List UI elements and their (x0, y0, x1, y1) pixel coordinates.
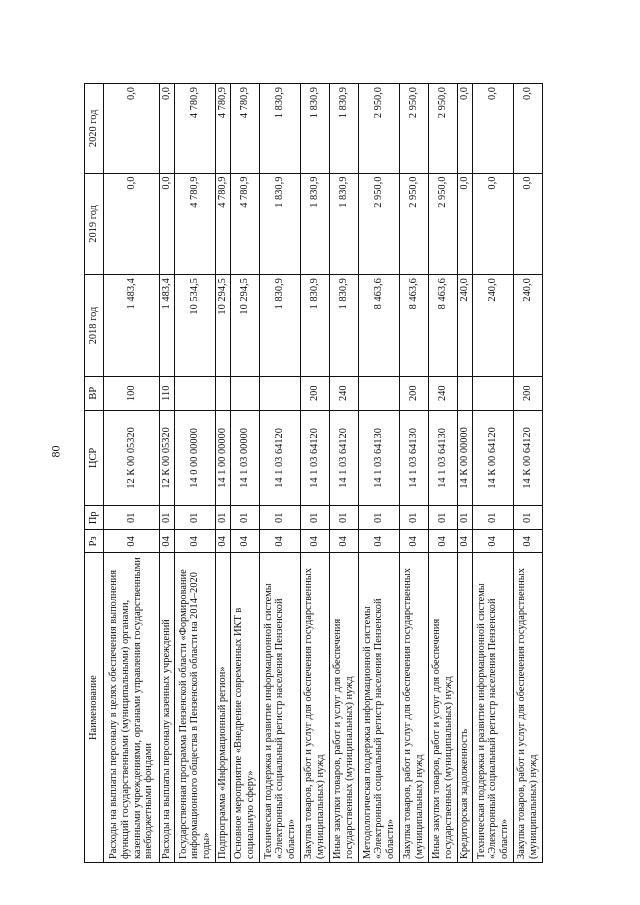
cell-2019: 0,0 (160, 173, 175, 275)
cell-rz: 04 (160, 530, 175, 553)
rotated-table-area (84, 83, 539, 863)
cell-2020: 2 950,0 (400, 84, 429, 174)
cell-vr (359, 376, 400, 410)
cell-csr: 14 К 00 64120 (514, 410, 543, 506)
cell-pr: 01 (330, 506, 359, 530)
cell-2018: 10 534,5 (175, 275, 216, 377)
cell-2018: 1 830,9 (301, 275, 330, 377)
cell-2020: 0,0 (514, 84, 543, 174)
cell-pr: 01 (175, 506, 216, 530)
table-row (216, 84, 231, 863)
cell-name: Техническая поддержка и развитие информационной системы «Электронный социальный регистр населения Пензенской области» (473, 553, 514, 863)
cell-pr: 01 (400, 506, 429, 530)
cell-vr: 240 (429, 376, 458, 410)
page-number: 80 (48, 445, 63, 458)
cell-2020: 0,0 (104, 84, 160, 174)
cell-pr: 01 (104, 506, 160, 530)
cell-name: Техническая поддержка и развитие информационной системы «Электронный социальный регистр населения Пензенской области» (260, 553, 301, 863)
cell-csr: 14 К 00 00000 (458, 410, 473, 506)
cell-2019: 0,0 (104, 173, 160, 275)
cell-2018: 1 830,9 (260, 275, 301, 377)
cell-csr: 14 1 03 64130 (400, 410, 429, 506)
cell-rz: 04 (216, 530, 231, 553)
cell-2018: 240,0 (514, 275, 543, 377)
cell-csr: 14 1 03 64120 (301, 410, 330, 506)
table-row (175, 84, 216, 863)
cell-pr: 01 (216, 506, 231, 530)
table-row (231, 84, 260, 863)
cell-vr (260, 376, 301, 410)
cell-rz: 04 (301, 530, 330, 553)
header-2018: 2018 год (85, 275, 104, 377)
cell-csr: 12 К 00 05320 (104, 410, 160, 506)
cell-name: Иные закупки товаров, работ и услуг для обеспечения государственных (муниципальных) нужд (429, 553, 458, 863)
cell-2018: 8 463,6 (400, 275, 429, 377)
cell-vr: 110 (160, 376, 175, 410)
cell-2020: 1 830,9 (330, 84, 359, 174)
cell-name: Закупка товаров, работ и услуг для обеспечения государственных (муниципальных) нужд (514, 553, 543, 863)
cell-2019: 1 830,9 (301, 173, 330, 275)
cell-rz: 04 (231, 530, 260, 553)
cell-csr: 14 1 03 64120 (260, 410, 301, 506)
cell-2019: 4 780,9 (175, 173, 216, 275)
cell-name: Расходы на выплаты персоналу в целях обеспечения выполнения функций государственными (муниципальными) органами, казенными учреждениями, органами управления государственными внебюджетными фондами (104, 553, 160, 863)
cell-rz: 04 (359, 530, 400, 553)
cell-2019: 4 780,9 (231, 173, 260, 275)
cell-name: Закупка товаров, работ и услуг для обеспечения государственных (муниципальных) нужд (301, 553, 330, 863)
cell-csr: 14 0 00 00000 (175, 410, 216, 506)
cell-csr: 14 К 00 64120 (473, 410, 514, 506)
cell-2020: 2 950,0 (359, 84, 400, 174)
cell-2018: 1 483,4 (104, 275, 160, 377)
table-row (330, 84, 359, 863)
cell-2020: 1 830,9 (301, 84, 330, 174)
cell-rz: 04 (458, 530, 473, 553)
cell-2018: 10 294,5 (231, 275, 260, 377)
header-2019: 2019 год (85, 173, 104, 275)
cell-2019: 2 950,0 (359, 173, 400, 275)
table-row (473, 84, 514, 863)
header-pr: Пр (85, 506, 104, 530)
cell-rz: 04 (104, 530, 160, 553)
header-vr: ВР (85, 376, 104, 410)
header-2020: 2020 год (85, 84, 104, 174)
cell-vr: 100 (104, 376, 160, 410)
cell-vr (175, 376, 216, 410)
cell-rz: 04 (175, 530, 216, 553)
cell-pr: 01 (301, 506, 330, 530)
cell-pr: 01 (260, 506, 301, 530)
cell-2019: 2 950,0 (429, 173, 458, 275)
cell-vr (458, 376, 473, 410)
cell-2019: 1 830,9 (260, 173, 301, 275)
cell-name: Иные закупки товаров, работ и услуг для обеспечения государственных (муниципальных) нужд (330, 553, 359, 863)
cell-2019: 2 950,0 (400, 173, 429, 275)
cell-vr: 200 (301, 376, 330, 410)
cell-vr: 200 (400, 376, 429, 410)
cell-2019: 0,0 (473, 173, 514, 275)
table-wrapper (84, 83, 539, 863)
cell-2019: 1 830,9 (330, 173, 359, 275)
cell-vr: 240 (330, 376, 359, 410)
table-row (458, 84, 473, 863)
table-row (301, 84, 330, 863)
table-row (429, 84, 458, 863)
header-rz: Рз (85, 530, 104, 553)
table-row (160, 84, 175, 863)
cell-csr: 14 1 03 64130 (429, 410, 458, 506)
cell-name: Кредиторская задолженность (458, 553, 473, 863)
cell-2018: 240,0 (458, 275, 473, 377)
cell-2018: 8 463,6 (359, 275, 400, 377)
cell-csr: 14 1 03 64130 (359, 410, 400, 506)
cell-name: Подпрограмма «Информационный регион» (216, 553, 231, 863)
cell-2020: 4 780,9 (231, 84, 260, 174)
cell-name: Закупка товаров, работ и услуг для обеспечения государственных (муниципальных) нужд (400, 553, 429, 863)
cell-rz: 04 (330, 530, 359, 553)
table-row (400, 84, 429, 863)
cell-2018: 8 463,6 (429, 275, 458, 377)
cell-csr: 14 1 03 00000 (231, 410, 260, 506)
cell-2018: 1 483,4 (160, 275, 175, 377)
cell-pr: 01 (160, 506, 175, 530)
cell-pr: 01 (231, 506, 260, 530)
cell-vr (216, 376, 231, 410)
cell-2018: 240,0 (473, 275, 514, 377)
header-name: Наименование (85, 553, 104, 863)
cell-pr: 01 (473, 506, 514, 530)
table-row (514, 84, 543, 863)
cell-rz: 04 (473, 530, 514, 553)
cell-2019: 4 780,9 (216, 173, 231, 275)
cell-2020: 0,0 (473, 84, 514, 174)
cell-pr: 01 (514, 506, 543, 530)
cell-name: Основное мероприятие «Внедрение современных ИКТ в социальную сферу» (231, 553, 260, 863)
cell-2020: 0,0 (458, 84, 473, 174)
cell-csr: 14 1 03 64120 (330, 410, 359, 506)
cell-2020: 1 830,9 (260, 84, 301, 174)
cell-2020: 4 780,9 (216, 84, 231, 174)
table-header-row (85, 84, 104, 863)
cell-rz: 04 (514, 530, 543, 553)
cell-csr: 14 1 00 00000 (216, 410, 231, 506)
cell-name: Государственная программа Пензенской области «Формирование информационного общества в Пензенской области на 2014–2020 годы» (175, 553, 216, 863)
cell-rz: 04 (260, 530, 301, 553)
cell-name: Методологическая поддержка информационной системы «Электронный социальный регистр населения Пензенской области» (359, 553, 400, 863)
cell-pr: 01 (359, 506, 400, 530)
cell-2018: 10 294,5 (216, 275, 231, 377)
cell-rz: 04 (429, 530, 458, 553)
header-csr: ЦСР (85, 410, 104, 506)
cell-2019: 0,0 (458, 173, 473, 275)
cell-2020: 2 950,0 (429, 84, 458, 174)
table-row (359, 84, 400, 863)
table-row (260, 84, 301, 863)
cell-pr: 01 (458, 506, 473, 530)
cell-2020: 0,0 (160, 84, 175, 174)
cell-vr: 200 (514, 376, 543, 410)
cell-name: Расходы на выплаты персоналу казенных учреждений (160, 553, 175, 863)
cell-vr (473, 376, 514, 410)
cell-rz: 04 (400, 530, 429, 553)
table-row (104, 84, 160, 863)
cell-2018: 1 830,9 (330, 275, 359, 377)
cell-pr: 01 (429, 506, 458, 530)
cell-2020: 4 780,9 (175, 84, 216, 174)
budget-table (84, 83, 543, 863)
cell-2019: 0,0 (514, 173, 543, 275)
cell-vr (231, 376, 260, 410)
cell-csr: 12 К 00 05320 (160, 410, 175, 506)
